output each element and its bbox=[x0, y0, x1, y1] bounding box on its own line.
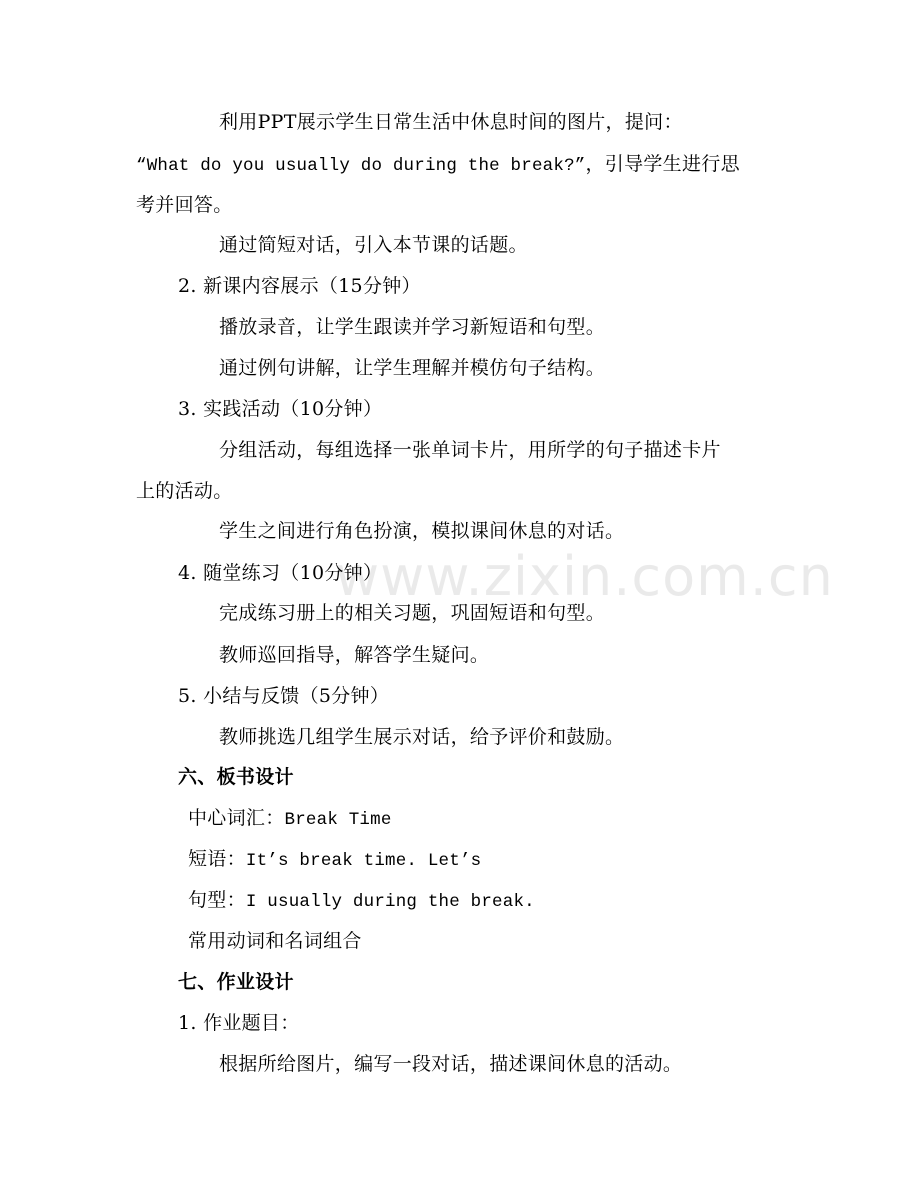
intro-line-4: 通过简短对话，引入本节课的话题。 bbox=[219, 234, 528, 256]
step-3-line-1: 分组活动，每组选择一张单词卡片，用所学的句子描述卡片 bbox=[219, 439, 721, 461]
question-quote: “What do you usually do during the break?” bbox=[136, 156, 586, 176]
watermark: www.zixin.com.cn bbox=[335, 545, 834, 608]
step-4-line-1: 完成练习册上的相关习题，巩固短语和句型。 bbox=[219, 602, 606, 624]
step-3-line-3: 学生之间进行角色扮演，模拟课间休息的对话。 bbox=[219, 520, 625, 542]
board-combo: 常用动词和名词组合 bbox=[188, 930, 362, 952]
step-4-title: 4. 随堂练习（10分钟） bbox=[178, 562, 383, 584]
step-2-line-2: 通过例句讲解，让学生理解并模仿句子结构。 bbox=[219, 357, 606, 379]
section-6-heading: 六、板书设计 bbox=[178, 766, 294, 788]
intro-line-2 bbox=[136, 152, 740, 178]
step-4-line-2: 教师巡回指导，解答学生疑问。 bbox=[219, 644, 490, 666]
step-2-title: 2. 新课内容展示（15分钟） bbox=[178, 275, 421, 297]
board-vocab-value: Break Time bbox=[284, 810, 392, 830]
intro-line-2-rest: ，引导学生进行思 bbox=[585, 153, 740, 175]
section-7-heading: 七、作业设计 bbox=[178, 971, 294, 993]
board-phrase-value: It’s break time. Let’s bbox=[245, 851, 482, 871]
homework-item-1-line-1: 根据所给图片，编写一段对话，描述课间休息的活动。 bbox=[219, 1053, 683, 1075]
step-2-line-1: 播放录音，让学生跟读并学习新短语和句型。 bbox=[219, 316, 606, 338]
intro-line-3: 考并回答。 bbox=[136, 194, 233, 216]
board-phrase bbox=[188, 847, 481, 873]
step-3-line-2: 上的活动。 bbox=[136, 480, 233, 502]
intro-line-1: 利用PPT展示学生日常生活中休息时间的图片，提问： bbox=[219, 111, 683, 133]
step-3-title: 3. 实践活动（10分钟） bbox=[178, 398, 383, 420]
board-pattern-value: I usually during the break. bbox=[245, 892, 535, 912]
board-phrase-label: 短语： bbox=[188, 848, 246, 870]
board-vocab bbox=[188, 806, 392, 832]
step-5-title: 5. 小结与反馈（5分钟） bbox=[178, 685, 390, 707]
homework-item-1-title: 1. 作业题目： bbox=[178, 1012, 300, 1034]
board-pattern bbox=[188, 888, 535, 914]
board-vocab-label: 中心词汇： bbox=[188, 807, 285, 829]
step-5-line-1: 教师挑选几组学生展示对话，给予评价和鼓励。 bbox=[219, 726, 625, 748]
board-pattern-label: 句型： bbox=[188, 889, 246, 911]
